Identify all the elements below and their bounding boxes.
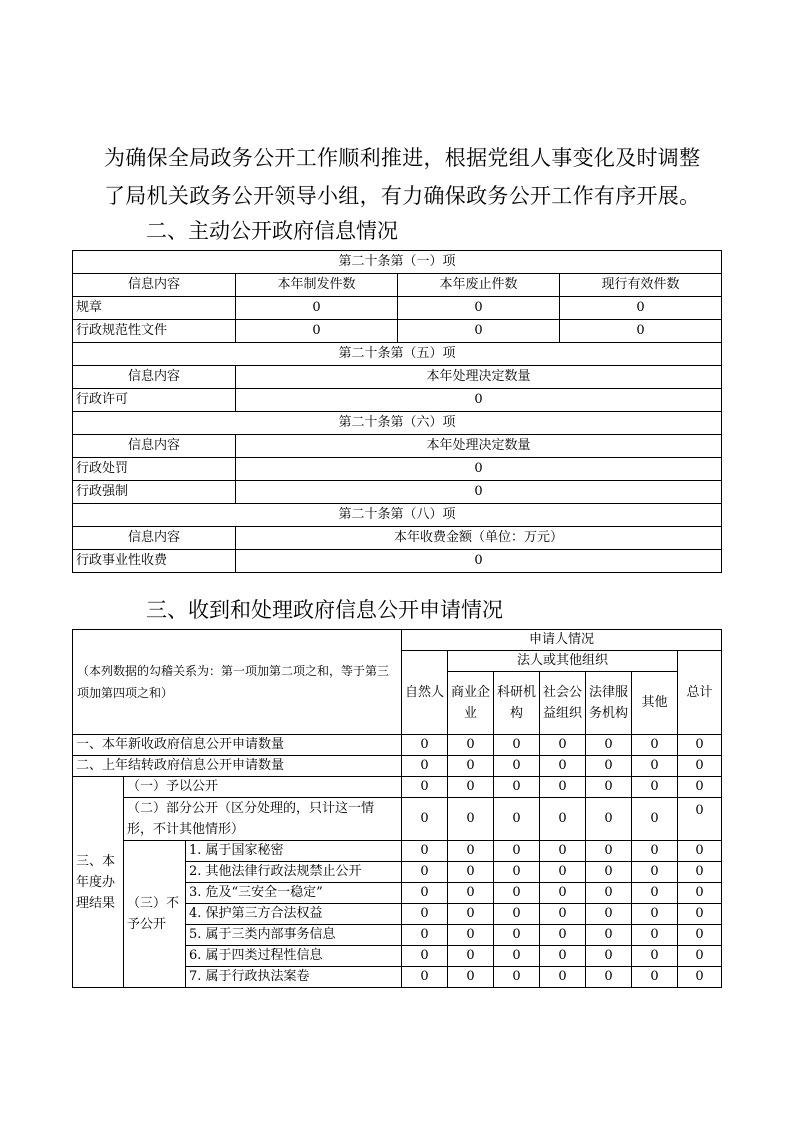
cell-value: 0	[586, 841, 632, 862]
commercial-enterprise-header: 商业企业	[448, 672, 494, 735]
cell-value: 0	[632, 735, 678, 756]
cell-value: 0	[448, 904, 494, 925]
cell-value: 0	[236, 458, 722, 481]
social-welfare-org-header: 社会公益组织	[540, 672, 586, 735]
cell-value: 0	[402, 777, 448, 798]
cell-value: 0	[586, 777, 632, 798]
cell-value: 0	[586, 904, 632, 925]
cell-value: 0	[402, 904, 448, 925]
row-label: 4. 保护第三方合法权益	[186, 904, 402, 925]
cell-value: 0	[402, 925, 448, 946]
cell-value: 0	[560, 297, 722, 320]
cell-value: 0	[236, 297, 398, 320]
table-row	[73, 481, 722, 504]
cell-value: 0	[398, 320, 560, 343]
cell-value: 0	[540, 798, 586, 841]
table-row	[73, 389, 722, 412]
cell-value: 0	[632, 925, 678, 946]
cell-value: 0	[494, 862, 540, 883]
cell-value: 0	[448, 967, 494, 988]
row-label: 二、上年结转政府信息公开申请数量	[73, 756, 402, 777]
table-section-row	[73, 412, 722, 435]
cell-value: 0	[236, 320, 398, 343]
cell-value: 0	[402, 883, 448, 904]
cell-value: 0	[540, 883, 586, 904]
row-label: 7. 属于行政执法案卷	[186, 967, 402, 988]
table-row	[73, 777, 722, 798]
cell-value: 0	[586, 967, 632, 988]
cell-value: 0	[494, 883, 540, 904]
cell-value: 0	[494, 841, 540, 862]
cell-value: 0	[586, 883, 632, 904]
cell-value: 0	[540, 904, 586, 925]
cell-value: 0	[632, 777, 678, 798]
cell-value: 0	[678, 904, 722, 925]
cell-value: 0	[236, 389, 722, 412]
cell-value: 0	[402, 841, 448, 862]
cell-value: 0	[632, 862, 678, 883]
cell-value: 0	[448, 756, 494, 777]
column-header: 信息内容	[73, 527, 236, 550]
cell-value: 0	[494, 756, 540, 777]
cell-value: 0	[678, 777, 722, 798]
table-row	[73, 756, 722, 777]
row-label: 行政处罚	[73, 458, 236, 481]
cell-value: 0	[678, 756, 722, 777]
cell-value: 0	[586, 798, 632, 841]
cell-value: 0	[586, 862, 632, 883]
column-header: 信息内容	[73, 435, 236, 458]
row-label: 行政强制	[73, 481, 236, 504]
row-label: 行政事业性收费	[73, 550, 236, 573]
row-label: 2. 其他法律行政法规禁止公开	[186, 862, 402, 883]
intro-paragraph-line-1: 为确保全局政务公开工作顺利推进，根据党组人事变化及时调整	[104, 146, 701, 170]
cell-value: 0	[678, 883, 722, 904]
cell-value: 0	[540, 841, 586, 862]
table-row	[73, 841, 722, 862]
cell-value: 0	[236, 481, 722, 504]
cell-value: 0	[448, 777, 494, 798]
table-row	[73, 320, 722, 343]
cell-value: 0	[678, 798, 722, 841]
cell-value: 0	[448, 841, 494, 862]
cell-value: 0	[540, 925, 586, 946]
legal-service-org-header: 法律服务机构	[586, 672, 632, 735]
column-header: 本年处理决定数量	[236, 435, 722, 458]
table-row	[73, 550, 722, 573]
cell-value: 0	[540, 862, 586, 883]
intro-paragraph-line-2: 了局机关政务公开领导小组，有力确保政务公开工作有序开展。	[104, 184, 701, 208]
cell-value: 0	[632, 798, 678, 841]
cell-value: 0	[632, 756, 678, 777]
table-header-row	[73, 527, 722, 550]
row-label: 规章	[73, 297, 236, 320]
table-header-row	[73, 366, 722, 389]
table-section-row	[73, 343, 722, 366]
legal-entity-group-header: 法人或其他组织	[448, 651, 678, 672]
table-row	[73, 458, 722, 481]
cell-value: 0	[494, 904, 540, 925]
cell-value: 0	[632, 841, 678, 862]
cell-value: 0	[402, 946, 448, 967]
section-3-heading: 三、收到和处理政府信息公开申请情况	[146, 598, 503, 622]
not-open-group-label: （三）不予公开	[124, 841, 186, 988]
table-row	[73, 735, 722, 756]
column-header: 本年废止件数	[398, 274, 560, 297]
row-label: （二）部分公开（区分处理的，只计这一情形，不计其他情形）	[124, 798, 402, 841]
section-title-item5: 第二十条第（五）项	[73, 343, 722, 366]
cell-value: 0	[632, 883, 678, 904]
row-label: （一）予以公开	[124, 777, 402, 798]
cell-value: 0	[632, 904, 678, 925]
row-label: 3. 危及“三安全一稳定”	[186, 883, 402, 904]
cell-value: 0	[402, 735, 448, 756]
cell-value: 0	[494, 967, 540, 988]
cell-value: 0	[402, 798, 448, 841]
cell-value: 0	[540, 946, 586, 967]
cell-value: 0	[678, 862, 722, 883]
cell-value: 0	[448, 798, 494, 841]
cell-value: 0	[236, 550, 722, 573]
cell-value: 0	[398, 297, 560, 320]
cell-value: 0	[448, 883, 494, 904]
cell-value: 0	[586, 735, 632, 756]
cell-value: 0	[448, 946, 494, 967]
applicant-header: 申请人情况	[402, 630, 722, 651]
cell-value: 0	[586, 946, 632, 967]
total-header: 总计	[678, 651, 722, 735]
cell-value: 0	[586, 756, 632, 777]
table-section-row	[73, 504, 722, 527]
row-label: 1. 属于国家秘密	[186, 841, 402, 862]
cell-value: 0	[494, 798, 540, 841]
row-label: 6. 属于四类过程性信息	[186, 946, 402, 967]
column-header: 本年制发件数	[236, 274, 398, 297]
table-header-row	[73, 274, 722, 297]
cell-value: 0	[540, 777, 586, 798]
table-header-row	[73, 435, 722, 458]
cell-value: 0	[540, 735, 586, 756]
natural-person-header: 自然人	[402, 651, 448, 735]
cell-value: 0	[678, 735, 722, 756]
cell-value: 0	[678, 841, 722, 862]
cell-value: 0	[632, 967, 678, 988]
section-2-heading: 二、主动公开政府信息情况	[146, 219, 398, 243]
section-title-item8: 第二十条第（八）项	[73, 504, 722, 527]
column-header: 本年处理决定数量	[236, 366, 722, 389]
result-group-label: 三、本年度办理结果	[73, 777, 124, 988]
table-row	[73, 297, 722, 320]
table-section-row	[73, 251, 722, 274]
cell-value: 0	[560, 320, 722, 343]
row-label: 行政规范性文件	[73, 320, 236, 343]
cell-value: 0	[678, 925, 722, 946]
cell-value: 0	[402, 756, 448, 777]
section-title-item1: 第二十条第（一）项	[73, 251, 722, 274]
cell-value: 0	[632, 946, 678, 967]
other-org-header: 其他	[632, 672, 678, 735]
cell-value: 0	[494, 735, 540, 756]
row-label: 一、本年新收政府信息公开申请数量	[73, 735, 402, 756]
row-label: 5. 属于三类内部事务信息	[186, 925, 402, 946]
cell-value: 0	[448, 925, 494, 946]
cell-value: 0	[678, 967, 722, 988]
cell-value: 0	[678, 946, 722, 967]
cell-value: 0	[540, 756, 586, 777]
table-header-row	[73, 630, 722, 651]
cell-value: 0	[402, 967, 448, 988]
column-header: 现行有效件数	[560, 274, 722, 297]
section-title-item6: 第二十条第（六）项	[73, 412, 722, 435]
reconciliation-note: （本列数据的勾稽关系为：第一项加第二项之和，等于第三项加第四项之和）	[73, 630, 402, 735]
column-header: 信息内容	[73, 274, 236, 297]
cell-value: 0	[494, 777, 540, 798]
application-handling-table	[72, 629, 722, 988]
cell-value: 0	[540, 967, 586, 988]
cell-value: 0	[586, 925, 632, 946]
column-header: 信息内容	[73, 366, 236, 389]
proactive-disclosure-table	[72, 250, 722, 573]
column-header: 本年收费金额（单位：万元）	[236, 527, 722, 550]
table-row	[73, 798, 722, 841]
cell-value: 0	[494, 925, 540, 946]
research-institution-header: 科研机构	[494, 672, 540, 735]
cell-value: 0	[402, 862, 448, 883]
cell-value: 0	[448, 862, 494, 883]
cell-value: 0	[494, 946, 540, 967]
row-label: 行政许可	[73, 389, 236, 412]
cell-value: 0	[448, 735, 494, 756]
